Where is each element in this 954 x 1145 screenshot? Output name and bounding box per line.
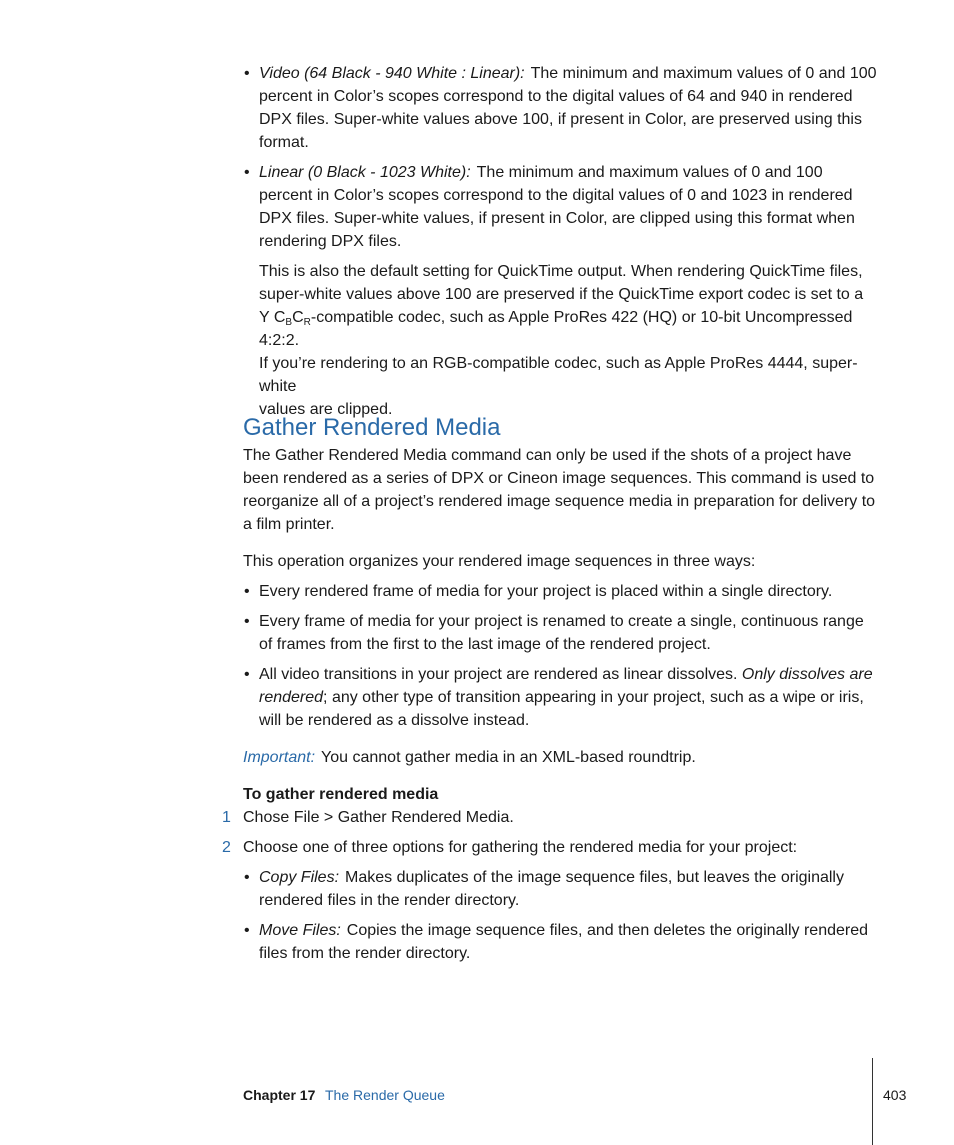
note-paragraph [259, 260, 879, 421]
option-label: Copy Files: [259, 869, 340, 886]
term-description: The minimum and maximum values of 0 and 100 percent in Color’s scopes correspond to the digital values of 64 and 940 in rendered DPX files. Super-white values above 100, if present in Color, are preserved using this format. [259, 65, 877, 151]
important-text: You cannot gather media in an XML-based roundtrip. [321, 749, 696, 766]
bullet-marker: • [244, 666, 250, 683]
option-text: Makes duplicates of the image sequence files, but leaves the originally rendered files in the render directory. [259, 869, 844, 909]
option-text: Copies the image sequence files, and then deletes the originally rendered files from the render directory. [259, 922, 869, 962]
note-line: super-white values above 100 are preserved if the QuickTime export codec is set to a [259, 286, 864, 303]
list-item: Every rendered frame of media for your project is placed within a single directory. [259, 583, 833, 600]
note-line-ycbcr: Y $C_BC_R$-compatible codec, such as Apple ProRes 422 (HQ) or 10-bit Uncompressed 4:2:2. [259, 309, 853, 349]
option-item [259, 866, 879, 912]
emphasis-text: Only dissolves are rendered [259, 666, 873, 706]
term-label: Video (64 Black - 940 White : Linear): [259, 65, 525, 82]
option-label: Move Files: [259, 922, 341, 939]
list-item: All video transitions in your project are rendered as linear dissolves. Only dissolves are rendered; any other type of transition appearing in your project, such as a wipe or iris, will be rendered as a dissolve instead. [259, 666, 873, 729]
procedure-title: To gather rendered media [243, 786, 439, 803]
option-item [259, 919, 879, 965]
note-line: values are clipped. [259, 401, 393, 418]
step-text: Chose File > Gather Rendered Media. [243, 809, 514, 826]
ways-intro: This operation organizes your rendered image sequences in three ways: [243, 553, 756, 570]
section-heading: Gather Rendered Media [243, 414, 501, 441]
footer-divider [872, 1058, 873, 1145]
note-line: If you’re rendering to an RGB-compatible codec, such as Apple ProRes 4444, super-white [259, 355, 858, 395]
bullet-marker: • [244, 869, 250, 886]
important-note [243, 746, 879, 769]
bullet-marker: • [244, 65, 250, 82]
footer-chapter: Chapter 17 [243, 1087, 316, 1103]
important-label: Important: [243, 749, 316, 766]
section-intro: The Gather Rendered Media command can only be used if the shots of a project have been rendered as a series of DPX or Cineon image sequences. This command is used to reorganize all of a project’s rendered image sequence media in preparation for delivery to a film printer. [243, 447, 876, 533]
step-number: 2 [222, 839, 231, 856]
bullet-marker: • [244, 583, 250, 600]
footer-chapter-title: The Render Queue [325, 1087, 445, 1103]
page-number: 403 [883, 1087, 907, 1103]
list-item [259, 62, 879, 154]
bullet-marker: • [244, 164, 250, 181]
term-label: Linear (0 Black - 1023 White): [259, 164, 471, 181]
list-item [259, 161, 879, 253]
list-item: Every frame of media for your project is renamed to create a single, continuous range of frames from the first to the last image of the rendered project. [259, 613, 864, 653]
step-text: Choose one of three options for gathering the rendered media for your project: [243, 839, 798, 856]
note-line: This is also the default setting for QuickTime output. When rendering QuickTime files, [259, 263, 863, 280]
bullet-marker: • [244, 613, 250, 630]
bullet-marker: • [244, 922, 250, 939]
step-number: 1 [222, 809, 231, 826]
term-description: The minimum and maximum values of 0 and 100 percent in Color’s scopes correspond to the digital values of 0 and 1023 in rendered DPX files. Super-white values, if present in Color, are clipped using this format when rendering DPX files. [259, 164, 855, 250]
